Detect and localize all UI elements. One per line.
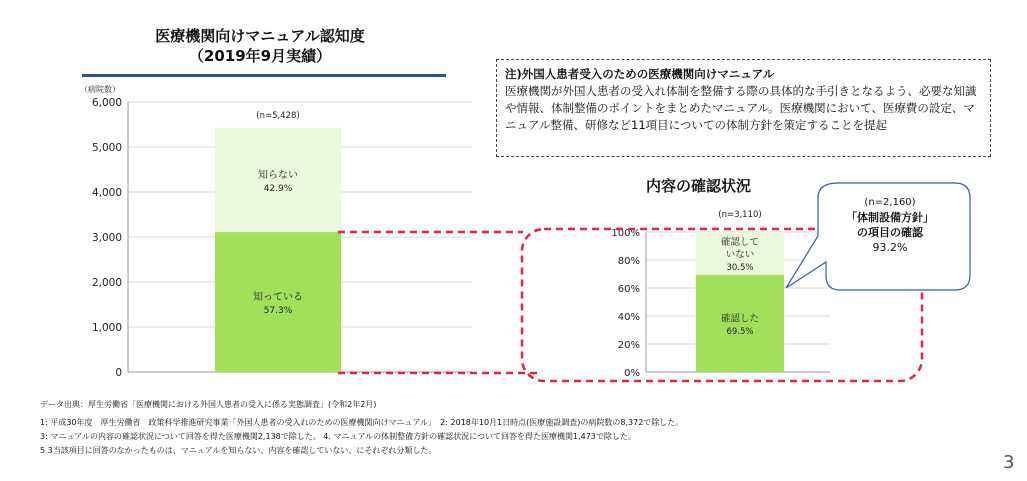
- y-tick-label: 6,000: [91, 97, 122, 109]
- n-label: (n=3,110): [718, 210, 762, 220]
- callout-n: (n=2,160): [864, 197, 916, 208]
- y-tick-label: 3,000: [91, 232, 122, 244]
- note-heading: 注)外国人患者受入のための医療機関向けマニュアル: [505, 67, 775, 81]
- y-tick-label: 60%: [617, 284, 640, 295]
- segment-label: 知らない: [258, 169, 298, 181]
- y-axis-label: （病院数）: [80, 85, 120, 94]
- source-line-0: データ出典：厚生労働省「医療機関における外国人患者の受入に係る実態調査」(令和2年2月): [40, 400, 377, 409]
- note-body: 医療機関が外国人患者の受入れ体制を整備する際の具体的な手引きとなるよう、必要な知識や情報、体制整備のポイントをまとめたマニュアル。医療機関において、医療費の設定、マニュアル整備、研修など11項目についての体制方針を策定することを提起: [505, 84, 977, 132]
- callout-value: 93.2%: [872, 241, 908, 254]
- y-tick-label: 4,000: [91, 187, 122, 199]
- title-line1: 医療機関向けマニュアル認知度: [155, 27, 365, 45]
- callout-line1: 「体制設備方針」: [846, 211, 934, 224]
- segment-pct-label: 57.3%: [263, 306, 293, 317]
- source-line-2: 3: マニュアルの内容の確認状況について回答を得た医療機関2,138で除した。 4. マニュアルの体制整備方針の確認状況について回答を得た医療機関1,473で除した。: [40, 432, 636, 441]
- chart-confirmation: [611, 210, 830, 379]
- y-tick-label: 0: [115, 367, 122, 379]
- segment-label: 確認した: [720, 313, 760, 325]
- segment-label: いない: [725, 249, 755, 261]
- segment-pct-label: 30.5%: [726, 263, 754, 274]
- y-tick-label: 5,000: [91, 142, 122, 154]
- y-tick-label: 20%: [617, 340, 640, 351]
- source-line-3: 5 3当該項目に回答のなかったものは、マニュアルを知らない、内容を確認していない、にそれぞれ分類した。: [40, 446, 437, 455]
- y-tick-label: 1,000: [91, 322, 122, 334]
- y-tick-label: 0%: [624, 368, 640, 379]
- y-tick-label: 2,000: [91, 277, 122, 289]
- title-line2: （2019年9月実績）: [188, 47, 332, 65]
- callout-line2: の項目の確認: [857, 226, 923, 239]
- segment-label: 知っている: [253, 292, 303, 304]
- segment-label: 確認して: [720, 237, 760, 249]
- y-tick-label: 40%: [617, 312, 640, 323]
- segment-pct-label: 69.5%: [726, 326, 754, 337]
- y-tick-label: 100%: [611, 228, 640, 239]
- callout-text: [822, 195, 958, 255]
- n-label: (n=5,428): [256, 111, 300, 121]
- source-line-1: 1: 平成30年度 厚生労働省 政策科学推進研究事業「外国人患者の受入れのための医療機関向けマニュアル」 2: 2018年10月1日時点(医療施設調査)の病院数の8,372で除した。: [40, 418, 684, 427]
- section2-title: 内容の確認状況: [646, 177, 752, 195]
- y-tick-label: 80%: [617, 256, 640, 267]
- segment-pct-label: 42.9%: [263, 183, 293, 194]
- page-number: 3: [1003, 452, 1015, 473]
